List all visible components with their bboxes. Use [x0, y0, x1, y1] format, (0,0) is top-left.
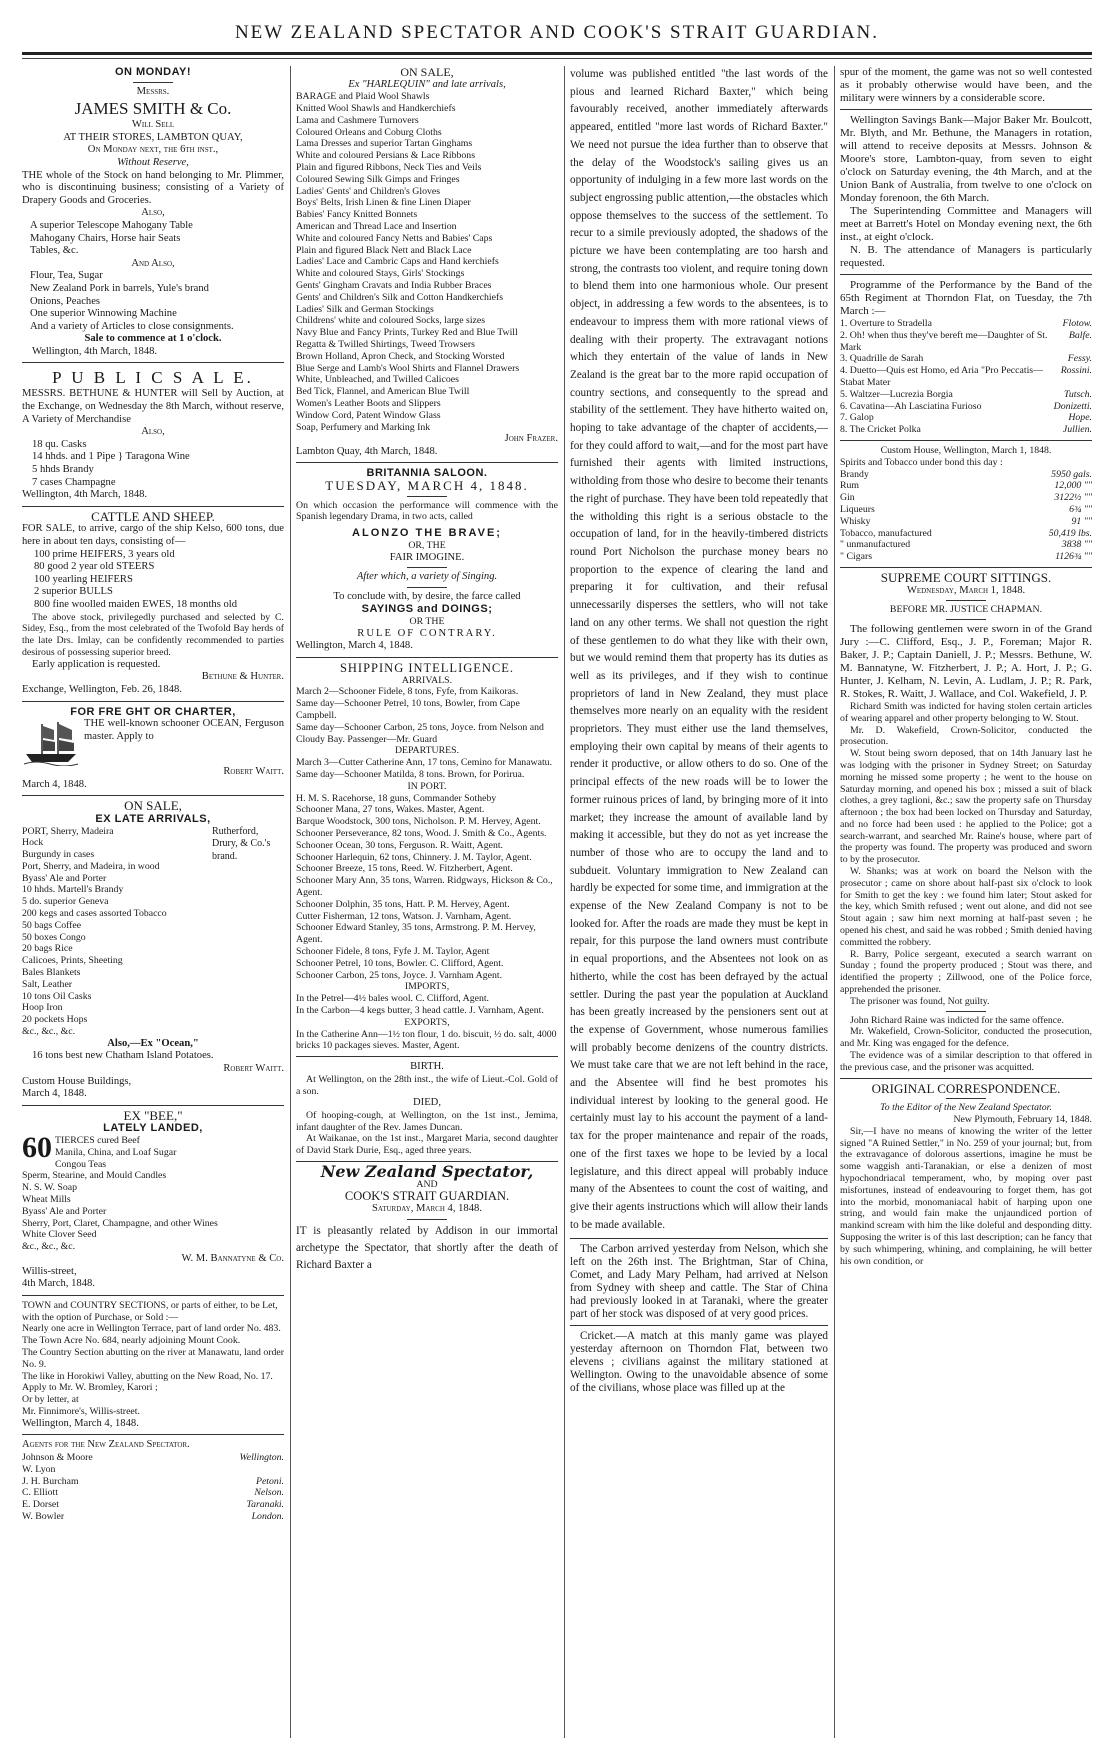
agent-name: Johnson & Moore: [22, 1451, 93, 1463]
ad-heading: BRITANNIA SALOON.: [366, 467, 488, 480]
divider: [133, 82, 173, 83]
ad-text: Sale to commence at 1 o'clock.: [84, 333, 222, 345]
newspaper-page: [22, 0, 1092, 1747]
ad-text: Also,: [141, 426, 165, 438]
ad-date: Wellington, 4th March, 1848.: [22, 489, 148, 501]
agent-name: W. Lyon: [22, 1463, 56, 1475]
agent-name-row: [22, 1487, 284, 1499]
customs-item: Gin: [840, 492, 855, 504]
divider: [407, 496, 447, 497]
ad-text: Messrs.: [136, 85, 170, 97]
ad-sign: Bethune & Hunter.: [201, 671, 284, 683]
ad-body: THE well-known schooner OCEAN, Ferguson master. Apply to: [84, 718, 284, 742]
court-report: W. Stout being sworn deposed, that on 14th January last he was lodging with the prisoner in Sydney Street; on Saturday morning he missed some property ; he went to the house on Saturday morning, and opened his box ; missed a suit of black clothes, a grey taglioni, &c.; saw the property safe on Thursday afternoon ; the box had been locked on Thursday and Saturday, and no force had been used : he applied to the Police; got a search-warrant, and searched Mr. Raine's house, where part of the property was found. The property was produced and sworn to by the prosecutor.: [840, 748, 1092, 866]
court-report: W. Shanks; was at work on board the Nelson with the prosecutor ; came on shore about half-past six o'clock to look for Smith to get the key : we found him later; Stout asked for the key, which Smith refused ; went out alone, and did not see Stout again ; saw him next morning at half-past seven ; he opened his chest, and said he was robbed ; Smith denied having committed the robbery.: [840, 866, 1092, 948]
play-title: SAYINGS and DOINGS;: [361, 603, 493, 616]
customs-item: Liqueurs: [840, 503, 875, 515]
divider: [946, 1011, 986, 1012]
customs-qty: 3122½ "": [1054, 492, 1092, 504]
programme-piece: 2. Oh! when thus they've bereft me—Daughter of St. Mark: [840, 329, 1048, 353]
programme-piece: 7. Galop: [840, 412, 874, 424]
divider: [946, 600, 986, 601]
section-subheading: ARRIVALS.: [401, 674, 453, 686]
divider: [840, 567, 1092, 568]
programme-piece-row: [840, 412, 1092, 424]
court-report: The following gentlemen were sworn in of the Grand Jury :—C. Clifford, Esq., J. P., Foreman; Major R. Baker, J. P.; Captain Daniell, J. P.; Messrs. Bethune, W. M. Bannatyne, W. Fitzherbert, J. P.; A. Hort, J. P.; G. Hunter, J. Kelham, N. Levin, A. Ludlam, J. P.; R. Park, R. Stokes, R. Waitt, J. Wallace, and Col. Wakefield, J. P.: [840, 622, 1092, 700]
ad-subheading: Ex "HARLEQUIN" and late arrivals,: [348, 78, 506, 90]
court-report: The prisoner was found, Not guilty.: [850, 995, 990, 1007]
ad-date: Wellington, 4th March, 1848.: [32, 345, 158, 357]
ad-date: Willis-street, 4th March, 1848.: [22, 1265, 95, 1290]
agent-place: London.: [251, 1510, 284, 1522]
shipping-list: In the Catherine Ann—1½ ton flour, 1 do. biscuit, ½ do. salt, 4000 bricks 10 packages sieves. Master, Agent.: [296, 1028, 557, 1052]
agent-place: Taranaki.: [246, 1499, 284, 1511]
ad-list: BARAGE and Plaid Wool Shawls Knitted Wool Shawls and Handkerchiefs Lama and Cashmere Turnovers Coloured Orleans and Coburg Cloths Lama Dresses and superior Tartan Ginghams White and coloured Persians & Lace Ribbons Plain and figured Ribbons, Neck Ties and Veils Coloured Sewing Silk Gimps and Fringes Ladies' Gents' and Children's Gloves Boys' Belts, Irish Linen & fine Linen Diaper Babies' Fancy Knitted Bonnets American and Thread Lace and Insertion White and coloured Fancy Netts and Babies' Caps Plain and figured Black Nett and Black Lace Ladies' Lace and Cambric Caps and Hand kerchiefs White and coloured Stays, Girls' Stockings Gents' Gingham Cravats and India Rubber Braces Gents' and Children's Silk and Cotton Handkerchiefs Ladies' Silk and German Stockings Childrens' white and coloured Socks, large sizes Navy Blue and Fancy Prints, Turkey Red and Blue Twill Regatta & Twilled Shirtings, Tweed Trowsers Brown Holland, Apron Check, and Stocking Worsted Blue Serge and Lamb's Wool Shirts and Flannel Drawers White, Unbleached, and Twilled Calicoes Bed Tick, Flannel, and American Blue Twill Women's Leather Boots and Slippers Window Cord, Patent Window Glass Soap, Perfumery and Marking Ink: [296, 91, 520, 433]
court-report: R. Barry, Police sergeant, executed a search warrant on Sunday ; found the property produced ; Stout was there, and identified the property ; Zillwood, one of the Police force, apprehended the prisoner.: [840, 948, 1092, 996]
shipping-list: In the Petrel—4½ bales wool. C. Clifford, Agent. In the Carbon—4 kegs butter, 3 head cattle. J. Varnham, Agent.: [296, 993, 544, 1016]
masthead-rule: [22, 52, 1092, 55]
programme-composer: Hope.: [1068, 412, 1092, 424]
agent-place: Petoni.: [255, 1475, 284, 1487]
section-heading: ORIGINAL CORRESPONDENCE.: [871, 1080, 1061, 1096]
programme-piece: 1. Overture to Stradella: [840, 318, 932, 329]
divider: [570, 1238, 828, 1239]
ad-text: OR THE: [409, 616, 445, 628]
court-report: Mr. Wakefield, Crown-Solicitor, conducted the prosecution, and Mr. King was engaged for the defence.: [840, 1026, 1092, 1050]
ad-text: And Also,: [131, 257, 175, 269]
divider: [296, 657, 558, 658]
customs-item: Rum: [840, 480, 860, 492]
divider: [946, 1098, 986, 1099]
ad-text: OR, THE: [408, 539, 446, 551]
ad-body: FOR SALE, to arrive, cargo of the ship Kelso, 600 tons, due here in about ten days, consisting of—: [22, 523, 284, 547]
section-subheading: DEPARTURES.: [394, 745, 460, 757]
ad-date: Lambton Quay, 4th March, 1848.: [296, 445, 438, 457]
section-subheading: IMPORTS,: [404, 981, 450, 993]
customs-list: [840, 469, 1092, 563]
ad-text: Rutherford, Drury, & Co.'s brand.: [212, 825, 271, 862]
notice: Of hooping-cough, at Wellington, on the 1st inst., Jemima, infant daughter of the Rev. James Duncan.: [296, 1109, 558, 1133]
masthead: NEW ZEALAND SPECTATOR AND COOK'S STRAIT GUARDIAN.: [234, 22, 880, 43]
programme-list: [840, 318, 1092, 436]
news-item: The Superintending Committee and Managers will meet at Barrett's Hotel on Monday evening next, the 6th inst., at eight o'clock.: [840, 205, 1092, 243]
ad-heading: FOR FRE GHT OR CHARTER,: [70, 705, 236, 718]
news-item: Wellington Savings Bank—Major Baker Mr. Boulcott, Mr. Blyth, and Mr. Bethune, the Managers in rotation, will attend to receive deposits at Messrs. Johnson & Moore's store, Lambton-quay, from seven to eight o'clock on Saturday evening, the 4th March, and at the Union Bank of Australia, from twelve to one o'clock on Monday forenoon, the 6th March.: [840, 114, 1092, 204]
shipping-list: March 3—Cutter Catherine Ann, 17 tons, Cemino for Manawatu. Same day—Schooner Matilda, 8 tons. Brown, for Porirua.: [296, 757, 553, 780]
ad-heading: ON MONDAY!: [114, 66, 192, 78]
ad-body: THE whole of the Stock on hand belonging to Mr. Plimmer, who is discontinuing business; consisting of a Variety of Drapery Goods and Groceries.: [22, 169, 284, 206]
ad-text: To conclude with, by desire, the farce called: [333, 590, 521, 602]
section-subheading: DIED,: [413, 1097, 441, 1109]
divider: [296, 1056, 558, 1057]
court-report: Richard Smith was indicted for having stolen certain articles of wearing apparel and other property belonging to W. Stout.: [840, 700, 1092, 724]
news-item: The Carbon arrived yesterday from Nelson, which she left on the 26th inst. The Brightman, Star of China, Comet, and Lady Mary Pelham, had arrived at Nelson from Sydney with sheep and cattle. The Star of China had previously looked in at Taranaki, where the greater part of her stock was disposed of at very good prices.: [570, 1243, 828, 1321]
customs-qty: 50,419 lbs.: [1048, 527, 1092, 539]
divider: [407, 1219, 447, 1220]
programme-piece-row: [840, 401, 1092, 413]
ad-date-heading: TUESDAY, MARCH 4, 1848.: [325, 478, 529, 494]
editorial-title: COOK'S STRAIT GUARDIAN.: [344, 1189, 510, 1204]
news-item: N. B. The attendance of Managers is particularly requested.: [840, 244, 1092, 269]
ad-text: Will Sell: [131, 119, 175, 131]
section-subheading: IN PORT.: [407, 780, 447, 792]
agent-name-row: [22, 1476, 284, 1488]
programme-composer: Donizetti.: [1053, 400, 1092, 412]
ad-body: On which occasion the performance will commence with the Spanish legendary Drama, in two acts, called: [296, 499, 558, 523]
ad-sign: Robert Waitt.: [223, 1063, 284, 1075]
court-report: Mr. D. Wakefield, Crown-Solicitor, conducted the prosecution.: [840, 724, 1092, 748]
divider: [22, 795, 284, 796]
ad-sign: Robert Waitt.: [223, 766, 284, 778]
news-item: Cricket.—A match at this manly game was played yesterday afternoon on Thorndon Flat, between two elevens ; civilians against the military stationed at Wellington. Owing to the unavoidable absence of some of the civilians, whose place was filled up at the: [570, 1330, 828, 1395]
ad-text: Without Reserve,: [117, 156, 189, 168]
programme-piece-row: [840, 330, 1092, 354]
programme-composer: Fessy.: [1067, 353, 1092, 365]
ad-date: Custom House Buildings, March 4, 1848.: [22, 1075, 132, 1100]
ship-icon: [22, 718, 80, 766]
ad-name: JAMES SMITH & Co.: [74, 99, 232, 119]
letter-address: To the Editor of the New Zealand Spectator.: [880, 1102, 1052, 1114]
notice: At Waikanae, on the 1st inst., Margaret Maria, second daughter of David Stark Durie, Esq., aged three years.: [296, 1133, 558, 1157]
programme-composer: Flotow.: [1062, 318, 1092, 329]
column-1: [22, 66, 284, 1736]
ad-list: A superior Telescope Mahogany Table Mahogany Chairs, Horse hair Seats Tables, &c.: [30, 219, 193, 257]
ad-text: Also,—Ex "Ocean,": [107, 1037, 199, 1049]
customs-item-row: [840, 516, 1092, 528]
customs-heading: Custom House, Wellington, March 1, 1848.: [880, 444, 1052, 456]
divider: [570, 1325, 828, 1326]
editorial-date: Saturday, March 4, 1848.: [372, 1203, 482, 1215]
customs-item-row: [840, 539, 1092, 551]
programme-piece: 4. Duetto—Quis est Homo, ed Aria "Pro Peccatis—Stabat Mater: [840, 365, 1043, 388]
ad-text: AT THEIR STORES, LAMBTON QUAY,: [63, 131, 243, 143]
ad-body: TOWN and COUNTRY SECTIONS, or parts of either, to be Let, with the option of Purchase, or Sold :— Nearly one acre in Wellington Terrace, part of land order No. 483. The Town Acre No. 684, nearly adjoining Mount Cook. The Country Section abutting on the river at Manawatu, land order No. 9. The like in Horokiwi Valley, abutting on the New Road, No. 17. Apply to Mr. W. Bromley, Karori ; Or by letter, at Mr. Finnimore's, Willis-street.: [22, 1299, 284, 1417]
column-3: [570, 66, 828, 1736]
divider: [407, 567, 447, 568]
ad-list: 18 qu. Casks 14 hhds. and 1 Pipe } Taragona Wine 5 hhds Brandy 7 cases Champagne: [32, 438, 190, 488]
ad-subheading: LATELY LANDED,: [103, 1122, 203, 1135]
ad-date: Wellington, March 4, 1848.: [296, 640, 413, 652]
editorial-body: volume was published entitled "the last words of the pious and learned Richard Baxter," which being favourably received, another immediately afterwards appeared, entitled "more last words of Richard Baxter." We need not pursue the idea further than to observe that the delay of the Woodstock's sailing gives us an opportunity of indulging in a few more last words on the subject engrossing public attention,—the obstacles which oppose themselves to the success of the settlement. To recur to a simile previously adopted, the shadows of the picture we have been contemplating are too harsh and strong, the contrasts too violent, and require toning down to blend them into one harmonious whole. Our present object, in addressing a few words to the absentees, is to endeavour to impress them with more rational views of dealing with their property. The extravagant notions which they entertain of the value of lands in New Zealand is the great bar to the more rapid occupation of country sections, and consequently to the spread and stability of the settlement. They have hitherto waited on, hoping to take advantage of the chapter of accidents,—for they could afford to wait,—and for the most part have furnished their agents with limited instructions, witholding from those who desire to become their tenants the right of purchase. They have been told repeatedly that the witholding this right is a serious obstacle to the occupation of land, for in the heavily-timbered districts round Port Nicholson the purchase money bears no proportion to the expence of clearing the land and preparing it for cultivation, and their refusal unnecessarily disperses the settlers, who will not take land on any other terms. We shall not question the right of these gentlemen to do what they like with their own, but we would remind them that property has its duties as well as its privileges, and if they wish to continue proprietors of land in New Zealand, they must place themselves more nearly on an equality with the resident proprietors. They must either use the land themselves, employing their own capital by means of their agents to render it productive, or allow others to do so. One of the principal effects of the new roads will be to lower the former ruinous prices of land, by bringing more of it into market; they increase the amount of available land by making it accessible, but they do not as yet increase the number of those who are to occupy the land and to subdueit. Voluntary immigration to New Zealand can hardly be expected for some time, and immigration at the expense of the New Zealand Company is not to be looked for. After the roads are made they must be kept in repair, for this purpose the land owners must contribute in equal proportions, and the Absentees not look on as hitherto, while the cost has been defrayed by the actual settler. During the past year the population at Auckland has been greatly increased by the pensioners sent out at the expense of Government, whose numerous families will probably become denizens of the country districts. We must take care that we are not left behind in the race, and the Absentee will find he best promotes his individual interest by looking to the general good. He certainly must lay to his account the payment of a land-tax for the proper maintenance and repair of the roads, one of the first taxes we hope to be levied by a local legislature, and this direct appeal will probably induce many of the Absentees to count the cost of waiting, and give their agents instructions which will allow their lands to be made available.: [570, 68, 828, 1231]
divider: [840, 274, 1092, 275]
ad-body: MESSRS. BETHUNE & HUNTER will Sell by Auction, at the Exchange, on Wednesday the 8th March, without reserve, A Variety of Merchandise: [22, 388, 284, 425]
editorial-title: AND: [416, 1178, 438, 1190]
agent-name: C. Elliott: [22, 1487, 58, 1499]
agent-name: E. Dorset: [22, 1499, 60, 1511]
customs-item-row: [840, 469, 1092, 481]
agent-name-row: [22, 1452, 284, 1464]
agent-name: W. Bowler: [22, 1510, 65, 1522]
ad-date: March 4, 1848.: [22, 778, 87, 790]
ad-text: Also,: [141, 207, 165, 219]
agent-name-row: [22, 1511, 284, 1523]
agent-place: Nelson.: [254, 1487, 284, 1499]
agent-name: J. H. Burcham: [22, 1475, 79, 1487]
programme-intro: Programme of the Performance by the Band of the 65th Regiment at Thorndon Flat, on Tuesday, the 7th March :—: [840, 279, 1092, 317]
customs-item-row: [840, 528, 1092, 540]
customs-item: " Cigars: [840, 551, 873, 563]
ad-text: Early application is requested.: [32, 658, 161, 670]
programme-piece-row: [840, 318, 1092, 330]
ad-heading: ON SALE,: [400, 66, 454, 79]
programme-piece-row: [840, 389, 1092, 401]
divider: [840, 440, 1092, 441]
programme-piece-row: [840, 424, 1092, 436]
letter-place: New Plymouth, February 14, 1848.: [953, 1114, 1092, 1126]
letter-body: Sir,—I have no means of knowing the writer of the letter signed "A Ruined Settler," in No. 259 of your journal; but, from the extravagance of dolorous assertions, imagine he must be some waggish anti-Taranakian, or else a denizen of most hypochondriacal temperament, who, by moping over past misfortunes, instead of endeavouring to forget them, has got into the morbid, monomaniacal habit of harping upon one string, and would fain make the unjaundiced portion of mankind scream with him the like doleful and desponding ditty. Supposing the writer is of this last description; can he fancy that by such whimpering, whining, and complaining, he will better his own condition, or: [840, 1125, 1092, 1267]
ad-date: Exchange, Wellington, Feb. 26, 1848.: [22, 683, 182, 695]
divider: [296, 462, 558, 463]
customs-subheading: Spirits and Tobacco under bond this day :: [840, 456, 1003, 468]
ad-number: 60: [22, 1135, 52, 1164]
ad-list: TIERCES cured Beef Manila, China, and Loaf Sugar Congou Teas Sperm, Stearine, and Mould Candles N. S. W. Soap Wheat Mills Byass' Ale and Porter Sherry, Port, Claret, Champagne, and other Wines White Clover Seed &c., &c., &c.: [22, 1135, 218, 1253]
agents-heading: Agents for the New Zealand Spectator.: [22, 1439, 190, 1451]
divider: [840, 109, 1092, 110]
play-title: RULE OF CONTRARY.: [357, 627, 497, 639]
masthead-rule-thin: [22, 58, 1092, 59]
customs-item-row: [840, 551, 1092, 563]
programme-composer: Rossini.: [1060, 365, 1092, 377]
shipping-list: March 2—Schooner Fidele, 8 tons, Fyfe, from Kaikoras. Same day—Schooner Petrel, 10 tons, Bowler, from Cape Campbell. Same day—Schooner Carbon, 25 tons, Joyce. from Nelson and Cloudy Bay. Passenger—Mr. Guard: [296, 686, 544, 745]
column-4: [840, 66, 1092, 1736]
ad-heading: CATTLE AND SHEEP.: [91, 508, 215, 524]
customs-qty: 6¾ "": [1069, 503, 1092, 515]
divider: [22, 1434, 284, 1435]
notice: At Wellington, on the 28th inst., the wife of Lieut.-Col. Gold of a son.: [296, 1073, 558, 1097]
agent-name-row: [22, 1499, 284, 1511]
editorial-title: New Zealand Spectator,: [320, 1162, 534, 1182]
news-item: spur of the moment, the game was not so well contested as it probably otherwise would have been, and the military were winners by a considerable score.: [840, 66, 1092, 104]
play-title: FAIR IMOGINE.: [389, 551, 465, 563]
programme-composer: Tutsch.: [1063, 388, 1092, 400]
ad-heading: EX "BEE,": [123, 1107, 183, 1123]
programme-piece: 3. Quadrille de Sarah: [840, 353, 924, 365]
customs-item: Tobacco, manufactured: [840, 527, 932, 539]
programme-composer: Balfe.: [1068, 329, 1092, 341]
ad-sign: John Frazer.: [504, 433, 558, 445]
customs-item-row: [840, 492, 1092, 504]
programme-composer: Jullien.: [1062, 424, 1092, 436]
programme-piece-row: [840, 365, 1092, 389]
customs-qty: 12,000 "": [1054, 480, 1092, 492]
section-date: Wednesday, March 1, 1848.: [906, 584, 1026, 596]
ad-list: Flour, Tea, Sugar New Zealand Pork in barrels, Yule's brand Onions, Peaches One superior Winnowing Machine And a variety of Articles to close consignments.: [30, 270, 234, 332]
ad-sign: W. M. Bannatyne & Co.: [181, 1252, 284, 1264]
column-2: [296, 66, 558, 1736]
divider: [840, 1078, 1092, 1079]
agent-name-row: [22, 1464, 284, 1476]
customs-item: " unmanufactured: [840, 539, 911, 551]
section-subheading: BEFORE MR. JUSTICE CHAPMAN.: [889, 604, 1043, 616]
agents-list: [22, 1452, 284, 1523]
court-report: John Richard Raine was indicted for the same offence.: [850, 1014, 1064, 1026]
ad-text: On Monday next, the 6th inst.,: [87, 144, 219, 156]
programme-piece: 6. Cavatina—Ah Lasciatina Furioso: [840, 400, 982, 412]
column-divider: [290, 66, 291, 1738]
column-divider: [834, 66, 835, 1738]
ad-date: Wellington, March 4, 1848.: [22, 1417, 139, 1429]
divider: [946, 619, 986, 620]
play-title: ALONZO THE BRAVE;: [352, 527, 502, 540]
ad-text: 16 tons best new Chatham Island Potatoes.: [32, 1050, 214, 1062]
column-divider: [564, 66, 565, 1738]
divider: [22, 362, 284, 363]
section-subheading: EXPORTS,: [404, 1016, 450, 1028]
programme-piece: 8. The Cricket Polka: [840, 424, 921, 436]
programme-piece: 5. Waltzer—Lucrezia Borgia: [840, 388, 953, 400]
section-heading: SHIPPING INTELLIGENCE.: [339, 661, 515, 676]
customs-item: Whisky: [840, 515, 871, 527]
section-heading: SUPREME COURT SITTINGS.: [880, 569, 1052, 585]
programme-piece-row: [840, 353, 1092, 365]
court-report: The evidence was of a similar description to that offered in the previous case, and the prisoner was acquitted.: [840, 1050, 1092, 1073]
customs-qty: 1126¾ "": [1055, 551, 1092, 563]
customs-item: Brandy: [840, 468, 869, 480]
ad-list: 100 prime HEIFERS, 3 years old 80 good 2 year old STEERS 100 yearling HEIFERS 2 superior BULLS 800 fine woolled maiden EWES, 18 months old: [34, 548, 238, 610]
divider: [22, 1295, 284, 1296]
ad-list: PORT, Sherry, Madeira Hock Burgundy in cases Port, Sherry, and Madeira, in wood Byass' Ale and Porter 10 hhds. Martell's Brandy 5 do. superior Geneva 200 kegs and cases assorted Tobacco 50 bags Coffee 50 boxes Congo 20 bags Rice Calicoes, Prints, Sheeting Bales Blankets Salt, Leather 10 tons Oil Casks Hoop Iron 20 pockets Hops &c., &c., &c.: [22, 825, 167, 1038]
customs-item-row: [840, 480, 1092, 492]
divider: [22, 1105, 284, 1106]
ad-subheading: EX LATE ARRIVALS,: [95, 812, 211, 825]
customs-qty: 3838 "": [1061, 539, 1092, 551]
ad-body: The above stock, privilegedly purchased and selected by C. Sidey, Esq., from the most celebrated of the Twofold Bay herds of the late Drs. Imlay, can be confidently recommended to parties desirous of possessing superior breed.: [22, 611, 284, 658]
divider: [407, 587, 447, 588]
ad-text: After which, a variety of Singing.: [356, 571, 498, 583]
customs-qty: 91 "": [1071, 515, 1092, 527]
divider: [22, 701, 284, 702]
shipping-list: H. M. S. Racehorse, 18 guns, Commander Sotheby Schooner Mana, 27 tons, Wakes. Master, Agent. Barque Woodstock, 300 tons, Nicholson. P. M. Hervey, Agent. Schooner Perseverance, 82 tons, Wood. J. Smith & Co., Agents. Schooner Ocean, 30 tons, Ferguson. R. Waitt, Agent. Schooner Harlequin, 62 tons, Chinnery. J. M. Taylor, Agent. Schooner Breeze, 15 tons, Reed. W. Fitzherbert, Agent. Schooner Mary Ann, 35 tons, Warren. Ridgways, Hickson & Co., Agent. Schooner Dolphin, 35 tons, Hatt. P. M. Hervey, Agent. Cutter Fisherman, 12 tons, Watson. J. Varnham, Agent. Schooner Edward Stanley, 35 tons, Armstrong. P. M. Hervey, Agent. Schooner Fidele, 8 tons, Fyfe J. M. Taylor, Agent Schooner Petrel, 10 tons, Bowler. C. Clifford, Agent. Schooner Carbon, 25 tons, Joyce. J. Varnham Agent.: [296, 792, 553, 981]
section-subheading: BIRTH.: [410, 1061, 444, 1073]
editorial-lead: IT is pleasantly related by Addison in our immortal archetype the Spectator, that shortly after the death of Richard Baxter a: [296, 1224, 558, 1271]
ad-heading: ON SALE,: [124, 798, 182, 814]
agent-place: Wellington.: [239, 1451, 284, 1463]
customs-item-row: [840, 504, 1092, 516]
ad-heading: P U B L I C S A L E.: [52, 368, 254, 388]
customs-qty: 5950 gals.: [1051, 468, 1092, 480]
divider: [22, 506, 284, 507]
